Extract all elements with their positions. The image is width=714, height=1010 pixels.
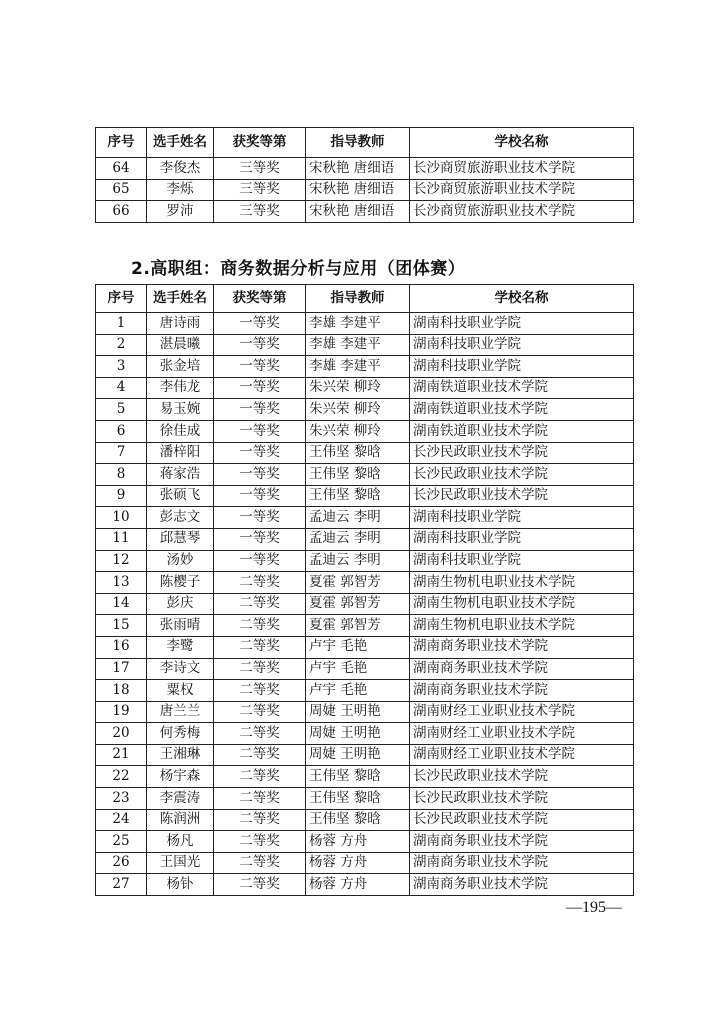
table-row [96, 485, 634, 507]
col-header-rank: 序号 [96, 128, 147, 158]
table-row [96, 744, 634, 766]
cell-contestant: 彭庆 [147, 593, 214, 615]
table-row [96, 313, 634, 335]
cell-instructor: 李雄 李建平 [306, 356, 410, 378]
cell-school: 湖南商务职业技术学院 [410, 831, 634, 853]
cell-award: 二等奖 [214, 788, 306, 810]
cell-award: 一等奖 [214, 442, 306, 464]
table-row [96, 464, 634, 486]
cell-school: 长沙商贸旅游职业技术学院 [410, 201, 634, 223]
cell-contestant: 蒋家浩 [147, 464, 214, 486]
cell-award: 二等奖 [214, 809, 306, 831]
cell-school: 长沙商贸旅游职业技术学院 [410, 158, 634, 180]
cell-award: 二等奖 [214, 680, 306, 702]
cell-rank: 22 [96, 766, 147, 788]
cell-instructor: 朱兴荣 柳玲 [306, 420, 410, 442]
table-row [96, 593, 634, 615]
table-row [96, 420, 634, 442]
cell-school: 湖南科技职业学院 [410, 550, 634, 572]
cell-school: 湖南商务职业技术学院 [410, 874, 634, 896]
cell-award: 二等奖 [214, 701, 306, 723]
cell-contestant: 汤妙 [147, 550, 214, 572]
cell-rank: 20 [96, 723, 147, 745]
section-title: 2.高职组：商务数据分析与应用（团体赛） [131, 259, 466, 279]
cell-school: 湖南科技职业学院 [410, 507, 634, 529]
cell-rank: 66 [96, 201, 147, 223]
cell-contestant: 彭志文 [147, 507, 214, 529]
cell-instructor: 宋秋艳 唐细语 [306, 179, 410, 201]
cell-school: 湖南铁道职业技术学院 [410, 420, 634, 442]
cell-instructor: 夏霍 郭智芳 [306, 572, 410, 594]
cell-rank: 10 [96, 507, 147, 529]
cell-rank: 5 [96, 399, 147, 421]
table-row [96, 334, 634, 356]
cell-award: 二等奖 [214, 615, 306, 637]
cell-instructor: 孟迪云 李明 [306, 507, 410, 529]
table-row [96, 399, 634, 421]
cell-school: 湖南科技职业学院 [410, 356, 634, 378]
cell-rank: 6 [96, 420, 147, 442]
cell-award: 二等奖 [214, 744, 306, 766]
cell-award: 二等奖 [214, 766, 306, 788]
cell-instructor: 朱兴荣 柳玲 [306, 399, 410, 421]
cell-award: 一等奖 [214, 377, 306, 399]
cell-contestant: 粟权 [147, 680, 214, 702]
cell-contestant: 罗沛 [147, 201, 214, 223]
cell-contestant: 易玉婉 [147, 399, 214, 421]
table-row [96, 788, 634, 810]
cell-school: 湖南生物机电职业技术学院 [410, 615, 634, 637]
col-header-school: 学校名称 [410, 128, 634, 158]
cell-rank: 65 [96, 179, 147, 201]
table-row [96, 852, 634, 874]
table-row [96, 680, 634, 702]
cell-instructor: 宋秋艳 唐细语 [306, 201, 410, 223]
col-header-contestant: 选手姓名 [147, 285, 214, 313]
cell-rank: 17 [96, 658, 147, 680]
cell-instructor: 周婕 王明艳 [306, 701, 410, 723]
cell-rank: 15 [96, 615, 147, 637]
table-row [96, 701, 634, 723]
cell-instructor: 杨蓉 方舟 [306, 831, 410, 853]
col-header-rank: 序号 [96, 285, 147, 313]
col-header-instructor: 指导教师 [306, 285, 410, 313]
cell-award: 二等奖 [214, 593, 306, 615]
results-table-continued [95, 127, 634, 223]
cell-award: 二等奖 [214, 874, 306, 896]
cell-contestant: 李震涛 [147, 788, 214, 810]
cell-award: 一等奖 [214, 528, 306, 550]
cell-rank: 14 [96, 593, 147, 615]
cell-award: 三等奖 [214, 179, 306, 201]
cell-instructor: 夏霍 郭智芳 [306, 593, 410, 615]
table-row [96, 507, 634, 529]
cell-school: 湖南财经工业职业技术学院 [410, 723, 634, 745]
cell-award: 二等奖 [214, 572, 306, 594]
cell-award: 二等奖 [214, 831, 306, 853]
cell-award: 一等奖 [214, 420, 306, 442]
cell-school: 湖南财经工业职业技术学院 [410, 701, 634, 723]
cell-award: 三等奖 [214, 158, 306, 180]
cell-contestant: 李伟龙 [147, 377, 214, 399]
cell-contestant: 张雨晴 [147, 615, 214, 637]
cell-instructor: 卢宇 毛艳 [306, 658, 410, 680]
cell-award: 一等奖 [214, 399, 306, 421]
cell-award: 二等奖 [214, 658, 306, 680]
table-row [96, 442, 634, 464]
cell-contestant: 唐兰兰 [147, 701, 214, 723]
cell-instructor: 王伟坚 黎晗 [306, 485, 410, 507]
cell-award: 一等奖 [214, 313, 306, 335]
cell-school: 湖南商务职业技术学院 [410, 636, 634, 658]
cell-school: 长沙商贸旅游职业技术学院 [410, 179, 634, 201]
col-header-instructor: 指导教师 [306, 128, 410, 158]
table-row [96, 766, 634, 788]
cell-school: 湖南科技职业学院 [410, 528, 634, 550]
cell-school: 长沙民政职业技术学院 [410, 442, 634, 464]
table-row [96, 723, 634, 745]
cell-instructor: 王伟坚 黎晗 [306, 766, 410, 788]
cell-rank: 23 [96, 788, 147, 810]
page-number: —195— [566, 899, 622, 916]
cell-instructor: 杨蓉 方舟 [306, 874, 410, 896]
cell-contestant: 王国光 [147, 852, 214, 874]
cell-school: 湖南商务职业技术学院 [410, 680, 634, 702]
cell-rank: 12 [96, 550, 147, 572]
table-row [96, 356, 634, 378]
header-row [96, 285, 634, 313]
cell-instructor: 杨蓉 方舟 [306, 852, 410, 874]
cell-award: 一等奖 [214, 485, 306, 507]
cell-award: 二等奖 [214, 636, 306, 658]
cell-rank: 11 [96, 528, 147, 550]
table-row [96, 550, 634, 572]
cell-school: 湖南铁道职业技术学院 [410, 377, 634, 399]
cell-school: 湖南商务职业技术学院 [410, 852, 634, 874]
cell-rank: 2 [96, 334, 147, 356]
cell-award: 二等奖 [214, 723, 306, 745]
col-header-contestant: 选手姓名 [147, 128, 214, 158]
cell-contestant: 徐佳成 [147, 420, 214, 442]
cell-contestant: 湛晨曦 [147, 334, 214, 356]
cell-contestant: 杨钋 [147, 874, 214, 896]
cell-rank: 19 [96, 701, 147, 723]
cell-rank: 7 [96, 442, 147, 464]
cell-contestant: 李诗文 [147, 658, 214, 680]
cell-instructor: 夏霍 郭智芳 [306, 615, 410, 637]
cell-school: 湖南铁道职业技术学院 [410, 399, 634, 421]
cell-school: 长沙民政职业技术学院 [410, 766, 634, 788]
cell-rank: 26 [96, 852, 147, 874]
cell-instructor: 孟迪云 李明 [306, 550, 410, 572]
cell-award: 三等奖 [214, 201, 306, 223]
cell-instructor: 王伟坚 黎晗 [306, 788, 410, 810]
cell-contestant: 王湘琳 [147, 744, 214, 766]
cell-award: 一等奖 [214, 550, 306, 572]
cell-rank: 8 [96, 464, 147, 486]
cell-rank: 1 [96, 313, 147, 335]
cell-instructor: 卢宇 毛艳 [306, 680, 410, 702]
cell-school: 湖南生物机电职业技术学院 [410, 593, 634, 615]
cell-contestant: 邱慧琴 [147, 528, 214, 550]
table-body [96, 313, 634, 896]
cell-school: 长沙民政职业技术学院 [410, 809, 634, 831]
cell-instructor: 王伟坚 黎晗 [306, 442, 410, 464]
cell-school: 湖南生物机电职业技术学院 [410, 572, 634, 594]
header-row [96, 128, 634, 158]
cell-rank: 27 [96, 874, 147, 896]
cell-contestant: 李俊杰 [147, 158, 214, 180]
table-row [96, 179, 634, 201]
table-row [96, 831, 634, 853]
cell-rank: 64 [96, 158, 147, 180]
cell-school: 湖南商务职业技术学院 [410, 658, 634, 680]
table-row [96, 377, 634, 399]
cell-rank: 16 [96, 636, 147, 658]
col-header-award: 获奖等第 [214, 285, 306, 313]
cell-award: 一等奖 [214, 334, 306, 356]
cell-award: 二等奖 [214, 852, 306, 874]
cell-instructor: 王伟坚 黎晗 [306, 809, 410, 831]
cell-rank: 24 [96, 809, 147, 831]
cell-school: 长沙民政职业技术学院 [410, 464, 634, 486]
cell-contestant: 张金培 [147, 356, 214, 378]
cell-instructor: 李雄 李建平 [306, 334, 410, 356]
cell-rank: 13 [96, 572, 147, 594]
cell-school: 湖南财经工业职业技术学院 [410, 744, 634, 766]
table-row [96, 874, 634, 896]
table-row [96, 201, 634, 223]
results-table-commerce-data-analysis [95, 284, 634, 896]
table-row [96, 636, 634, 658]
cell-contestant: 陈润洲 [147, 809, 214, 831]
cell-instructor: 王伟坚 黎晗 [306, 464, 410, 486]
cell-award: 一等奖 [214, 356, 306, 378]
table-row [96, 658, 634, 680]
cell-instructor: 朱兴荣 柳玲 [306, 377, 410, 399]
cell-instructor: 李雄 李建平 [306, 313, 410, 335]
cell-instructor: 宋秋艳 唐细语 [306, 158, 410, 180]
cell-contestant: 潘梓阳 [147, 442, 214, 464]
cell-rank: 18 [96, 680, 147, 702]
table-body [96, 158, 634, 223]
cell-rank: 9 [96, 485, 147, 507]
table-row [96, 809, 634, 831]
table-row [96, 158, 634, 180]
col-header-award: 获奖等第 [214, 128, 306, 158]
cell-school: 长沙民政职业技术学院 [410, 485, 634, 507]
cell-contestant: 张硕飞 [147, 485, 214, 507]
cell-contestant: 李烁 [147, 179, 214, 201]
cell-contestant: 杨宇森 [147, 766, 214, 788]
cell-rank: 25 [96, 831, 147, 853]
table-row [96, 615, 634, 637]
cell-rank: 4 [96, 377, 147, 399]
cell-school: 湖南科技职业学院 [410, 334, 634, 356]
cell-award: 一等奖 [214, 464, 306, 486]
col-header-school: 学校名称 [410, 285, 634, 313]
cell-contestant: 何秀梅 [147, 723, 214, 745]
cell-instructor: 周婕 王明艳 [306, 744, 410, 766]
cell-school: 湖南科技职业学院 [410, 313, 634, 335]
cell-rank: 21 [96, 744, 147, 766]
cell-award: 一等奖 [214, 507, 306, 529]
cell-instructor: 卢宇 毛艳 [306, 636, 410, 658]
cell-instructor: 周婕 王明艳 [306, 723, 410, 745]
cell-rank: 3 [96, 356, 147, 378]
cell-contestant: 杨凡 [147, 831, 214, 853]
table-row [96, 528, 634, 550]
cell-contestant: 陈樱子 [147, 572, 214, 594]
table-row [96, 572, 634, 594]
cell-school: 长沙民政职业技术学院 [410, 788, 634, 810]
cell-contestant: 李鹭 [147, 636, 214, 658]
cell-contestant: 唐诗雨 [147, 313, 214, 335]
cell-instructor: 孟迪云 李明 [306, 528, 410, 550]
